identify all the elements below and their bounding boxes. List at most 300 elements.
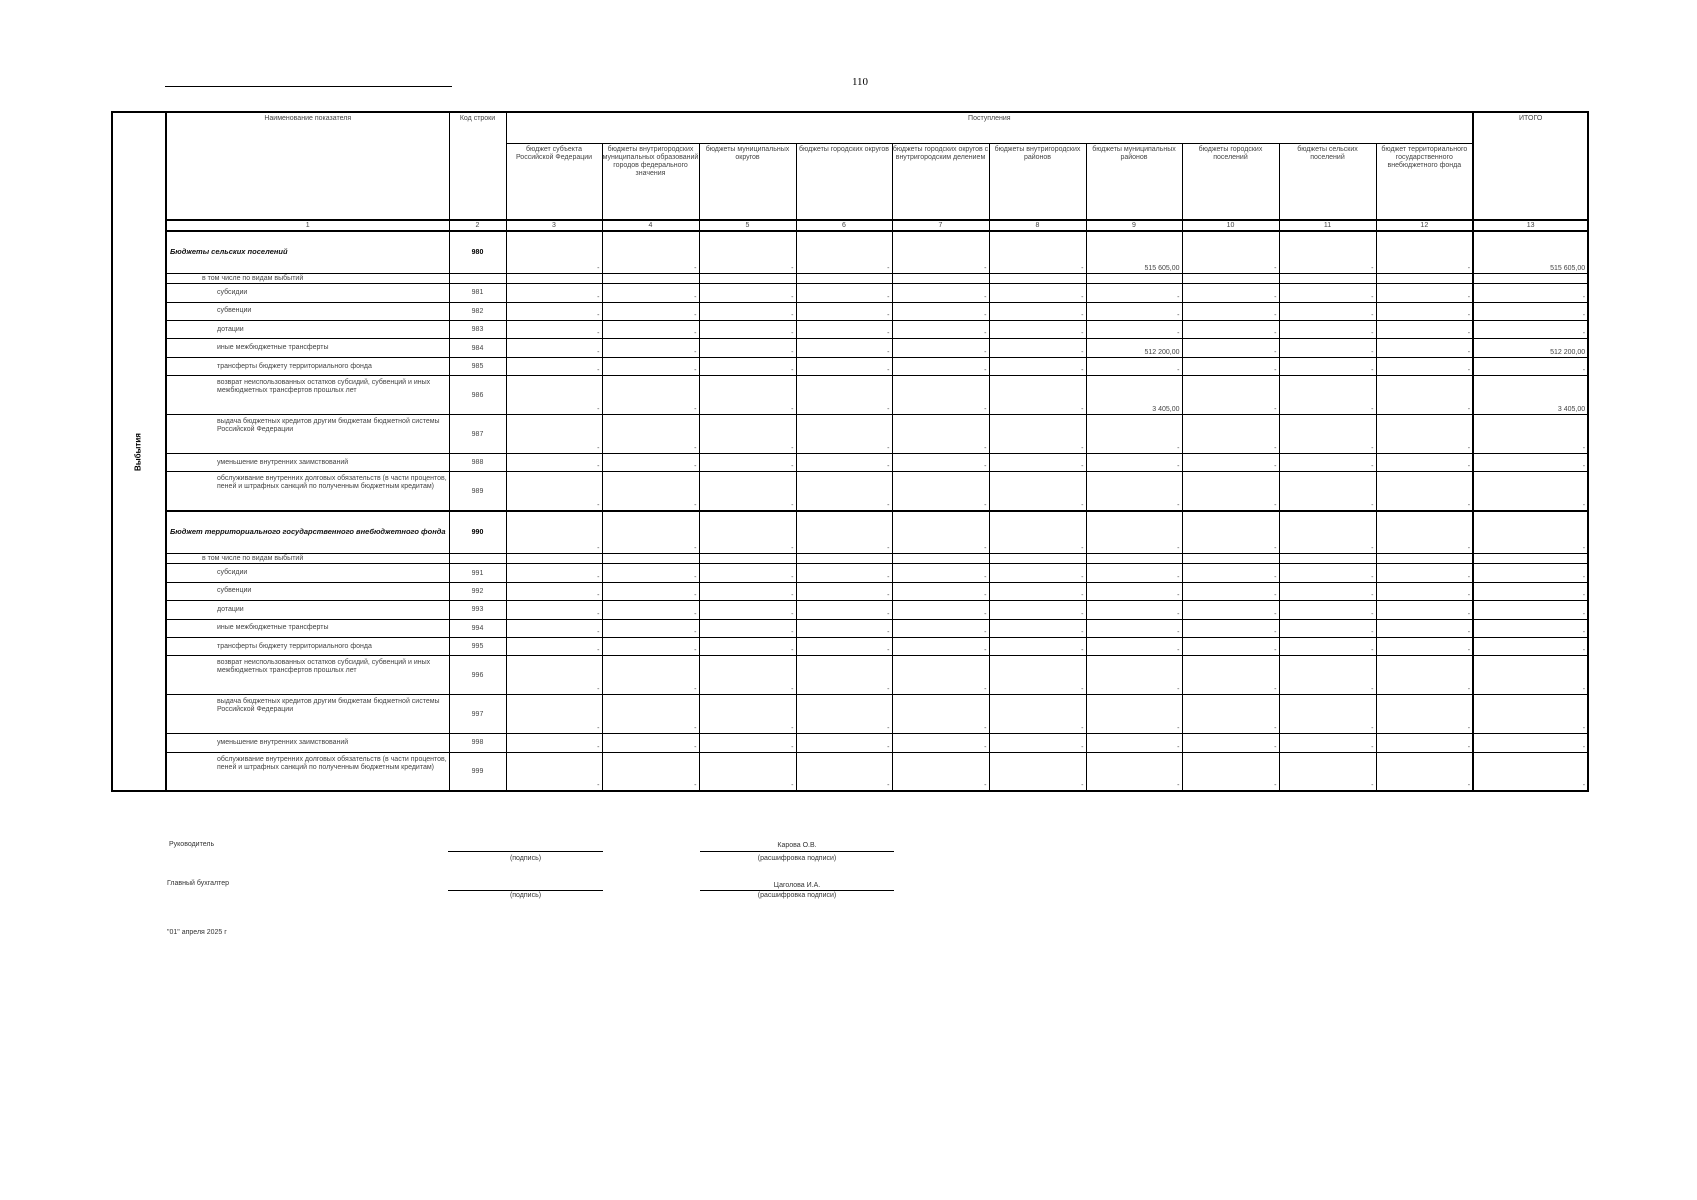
- row-code: 981: [449, 284, 506, 302]
- table-row: [166, 302, 1588, 320]
- row-name: субвенции: [166, 582, 449, 600]
- value-cell: -: [1182, 376, 1279, 415]
- value-cell: -: [989, 752, 1086, 791]
- table-row: [166, 619, 1588, 637]
- table-row: [166, 695, 1588, 734]
- table-row: [166, 321, 1588, 339]
- total-cell: -: [1473, 564, 1588, 582]
- column-number: 7: [892, 220, 989, 230]
- value-cell: -: [1086, 564, 1182, 582]
- total-cell: -: [1473, 511, 1588, 554]
- value-cell: -: [699, 302, 796, 320]
- value-cell: -: [989, 339, 1086, 357]
- value-cell: -: [989, 302, 1086, 320]
- value-cell: -: [892, 752, 989, 791]
- value-cell: -: [699, 284, 796, 302]
- header-budget-column: бюджеты муниципальных округов: [699, 144, 796, 221]
- header-budget-column: бюджет территориального государственного внебюджетного фонда: [1376, 144, 1473, 221]
- value-cell: -: [506, 734, 602, 752]
- outflows-table: [165, 111, 1589, 792]
- value-cell: -: [1279, 321, 1376, 339]
- value-cell: -: [1182, 284, 1279, 302]
- accountant-name-caption: (расшифровка подписи): [757, 892, 837, 899]
- value-cell: -: [1086, 582, 1182, 600]
- total-cell: 515 605,00: [1473, 231, 1588, 274]
- value-cell: -: [506, 339, 602, 357]
- value-cell: -: [1279, 734, 1376, 752]
- value-cell: -: [1182, 415, 1279, 454]
- value-cell: -: [1279, 415, 1376, 454]
- header-rule: [165, 86, 452, 87]
- value-cell: -: [1279, 339, 1376, 357]
- row-code: [449, 554, 506, 564]
- table-row: [166, 601, 1588, 619]
- value-cell: -: [602, 376, 699, 415]
- total-cell: -: [1473, 357, 1588, 375]
- value-cell: -: [1182, 357, 1279, 375]
- value-cell: -: [506, 453, 602, 471]
- value-cell: -: [1086, 638, 1182, 656]
- header-budget-column: бюджет субъекта Российской Федерации: [506, 144, 602, 221]
- row-code: 983: [449, 321, 506, 339]
- value-cell: -: [1182, 752, 1279, 791]
- table-row: [166, 564, 1588, 582]
- value-cell: -: [602, 357, 699, 375]
- value-cell: -: [602, 453, 699, 471]
- value-cell: -: [796, 695, 892, 734]
- value-cell: -: [602, 511, 699, 554]
- value-cell: -: [989, 582, 1086, 600]
- value-cell: [506, 274, 602, 284]
- value-cell: -: [796, 357, 892, 375]
- row-name: уменьшение внутренних заимствований: [166, 734, 449, 752]
- head-name-caption: (расшифровка подписи): [757, 855, 837, 862]
- row-name: Бюджеты сельских поселений: [166, 231, 449, 274]
- value-cell: -: [892, 376, 989, 415]
- value-cell: -: [892, 734, 989, 752]
- table-row: [166, 582, 1588, 600]
- row-code: 991: [449, 564, 506, 582]
- value-cell: -: [602, 284, 699, 302]
- value-cell: -: [989, 321, 1086, 339]
- value-cell: -: [1086, 601, 1182, 619]
- value-cell: -: [506, 376, 602, 415]
- value-cell: -: [1086, 656, 1182, 695]
- row-name: уменьшение внутренних заимствований: [166, 453, 449, 471]
- value-cell: -: [602, 601, 699, 619]
- value-cell: -: [1182, 734, 1279, 752]
- value-cell: -: [602, 321, 699, 339]
- row-name: обслуживание внутренних долговых обязательств (в части процентов, пеней и штрафных санкций по полученным бюджетным кредитам): [166, 472, 449, 511]
- row-name: возврат неиспользованных остатков субсидий, субвенций и иных межбюджетных трансфертов прошлых лет: [166, 376, 449, 415]
- value-cell: -: [892, 472, 989, 511]
- section-row: [166, 511, 1588, 554]
- table-row: [166, 453, 1588, 471]
- value-cell: -: [506, 582, 602, 600]
- table-row: [166, 638, 1588, 656]
- value-cell: -: [699, 695, 796, 734]
- value-cell: [1279, 554, 1376, 564]
- header-budget-column: бюджеты городских округов с внутригородским делением: [892, 144, 989, 221]
- value-cell: -: [602, 734, 699, 752]
- column-number: 9: [1086, 220, 1182, 230]
- value-cell: -: [1086, 734, 1182, 752]
- value-cell: -: [796, 321, 892, 339]
- accountant-name: Цаголова И.А.: [773, 882, 821, 889]
- value-cell: -: [699, 619, 796, 637]
- value-cell: -: [892, 564, 989, 582]
- value-cell: -: [1182, 582, 1279, 600]
- value-cell: -: [1182, 339, 1279, 357]
- header-budget-column: бюджеты муниципальных районов: [1086, 144, 1182, 221]
- value-cell: -: [1376, 453, 1473, 471]
- row-name: субсидии: [166, 284, 449, 302]
- column-number: 13: [1473, 220, 1588, 230]
- value-cell: [602, 274, 699, 284]
- value-cell: -: [602, 231, 699, 274]
- section-label: Выбытия: [133, 433, 143, 471]
- value-cell: -: [1086, 619, 1182, 637]
- value-cell: -: [796, 453, 892, 471]
- value-cell: -: [989, 638, 1086, 656]
- value-cell: -: [1182, 302, 1279, 320]
- value-cell: -: [602, 752, 699, 791]
- column-number: 12: [1376, 220, 1473, 230]
- value-cell: -: [892, 339, 989, 357]
- total-cell: -: [1473, 453, 1588, 471]
- value-cell: -: [1086, 453, 1182, 471]
- value-cell: -: [1376, 231, 1473, 274]
- row-name: субсидии: [166, 564, 449, 582]
- header-budget-column: бюджеты внутригородских муниципальных образований городов федерального значения: [602, 144, 699, 221]
- total-cell: -: [1473, 415, 1588, 454]
- value-cell: [699, 554, 796, 564]
- value-cell: -: [506, 321, 602, 339]
- value-cell: -: [1086, 472, 1182, 511]
- row-name: в том числе по видам выбытий: [166, 554, 449, 564]
- value-cell: -: [1182, 564, 1279, 582]
- value-cell: -: [699, 564, 796, 582]
- value-cell: -: [1182, 321, 1279, 339]
- total-cell: -: [1473, 321, 1588, 339]
- value-cell: -: [989, 564, 1086, 582]
- value-cell: -: [602, 415, 699, 454]
- value-cell: -: [989, 472, 1086, 511]
- value-cell: -: [506, 619, 602, 637]
- value-cell: -: [699, 453, 796, 471]
- value-cell: -: [1182, 511, 1279, 554]
- total-cell: -: [1473, 582, 1588, 600]
- value-cell: -: [1376, 376, 1473, 415]
- value-cell: -: [602, 339, 699, 357]
- head-signature-caption: (подпись): [509, 855, 542, 862]
- value-cell: [1182, 274, 1279, 284]
- value-cell: -: [796, 284, 892, 302]
- header-budget-column: бюджеты городских округов: [796, 144, 892, 221]
- row-name: дотации: [166, 321, 449, 339]
- row-name: субвенции: [166, 302, 449, 320]
- value-cell: -: [1376, 564, 1473, 582]
- value-cell: -: [1086, 302, 1182, 320]
- column-number: 2: [449, 220, 506, 230]
- value-cell: -: [1376, 656, 1473, 695]
- total-cell: -: [1473, 284, 1588, 302]
- value-cell: -: [1279, 284, 1376, 302]
- value-cell: -: [1279, 376, 1376, 415]
- value-cell: -: [989, 453, 1086, 471]
- value-cell: -: [892, 321, 989, 339]
- value-cell: -: [1279, 656, 1376, 695]
- value-cell: -: [1182, 472, 1279, 511]
- value-cell: -: [989, 376, 1086, 415]
- value-cell: -: [1376, 638, 1473, 656]
- row-code: 990: [449, 511, 506, 554]
- value-cell: [989, 554, 1086, 564]
- value-cell: -: [506, 511, 602, 554]
- value-cell: -: [1376, 582, 1473, 600]
- value-cell: [1086, 554, 1182, 564]
- value-cell: -: [699, 752, 796, 791]
- value-cell: [506, 554, 602, 564]
- table-row: [166, 472, 1588, 511]
- value-cell: -: [1182, 231, 1279, 274]
- value-cell: -: [506, 564, 602, 582]
- table-row: [166, 376, 1588, 415]
- value-cell: -: [892, 415, 989, 454]
- value-cell: [699, 274, 796, 284]
- column-number: 8: [989, 220, 1086, 230]
- value-cell: -: [1376, 472, 1473, 511]
- value-cell: -: [892, 656, 989, 695]
- value-cell: -: [1376, 619, 1473, 637]
- header-receipts: Поступления: [506, 112, 1473, 144]
- value-cell: -: [892, 619, 989, 637]
- row-code: 984: [449, 339, 506, 357]
- value-cell: -: [506, 357, 602, 375]
- table-row: [166, 752, 1588, 791]
- value-cell: [796, 274, 892, 284]
- value-cell: -: [506, 472, 602, 511]
- value-cell: -: [1279, 601, 1376, 619]
- value-cell: -: [699, 339, 796, 357]
- value-cell: [1376, 554, 1473, 564]
- accountant-signature-line: [448, 890, 603, 891]
- value-cell: -: [602, 472, 699, 511]
- value-cell: -: [796, 656, 892, 695]
- value-cell: -: [699, 656, 796, 695]
- row-name: выдача бюджетных кредитов другим бюджетам бюджетной системы Российской Федерации: [166, 695, 449, 734]
- head-name: Карова О.В.: [777, 842, 817, 849]
- value-cell: [892, 274, 989, 284]
- total-cell: -: [1473, 752, 1588, 791]
- value-cell: -: [506, 415, 602, 454]
- value-cell: -: [1279, 582, 1376, 600]
- value-cell: -: [796, 339, 892, 357]
- value-cell: -: [1086, 284, 1182, 302]
- head-label: Руководитель: [169, 841, 215, 848]
- table-row: [166, 734, 1588, 752]
- value-cell: -: [796, 564, 892, 582]
- total-cell: -: [1473, 695, 1588, 734]
- table-row: [166, 415, 1588, 454]
- value-cell: -: [892, 601, 989, 619]
- value-cell: -: [1279, 752, 1376, 791]
- value-cell: -: [506, 601, 602, 619]
- value-cell: -: [1376, 752, 1473, 791]
- row-code: 986: [449, 376, 506, 415]
- value-cell: -: [989, 695, 1086, 734]
- value-cell: [892, 554, 989, 564]
- total-cell: 3 405,00: [1473, 376, 1588, 415]
- row-code: 996: [449, 656, 506, 695]
- value-cell: -: [796, 415, 892, 454]
- accountant-label: Главный бухгалтер: [167, 880, 229, 887]
- total-cell: -: [1473, 619, 1588, 637]
- total-cell: -: [1473, 638, 1588, 656]
- value-cell: -: [1376, 284, 1473, 302]
- value-cell: -: [1376, 601, 1473, 619]
- value-cell: -: [892, 357, 989, 375]
- value-cell: -: [1182, 695, 1279, 734]
- header-budget-column: бюджеты сельских поселений: [1279, 144, 1376, 221]
- value-cell: -: [602, 695, 699, 734]
- value-cell: [1086, 274, 1182, 284]
- value-cell: -: [1279, 472, 1376, 511]
- total-cell: -: [1473, 601, 1588, 619]
- row-code: 989: [449, 472, 506, 511]
- section-row: [166, 231, 1588, 274]
- value-cell: -: [1376, 357, 1473, 375]
- value-cell: -: [699, 638, 796, 656]
- value-cell: 515 605,00: [1086, 231, 1182, 274]
- value-cell: -: [796, 376, 892, 415]
- value-cell: [1279, 274, 1376, 284]
- row-name: Бюджет территориального государственного внебюджетного фонда: [166, 511, 449, 554]
- report-date: "01" апреля 2025 г: [167, 929, 227, 936]
- row-code: 998: [449, 734, 506, 752]
- column-number: 5: [699, 220, 796, 230]
- value-cell: -: [699, 357, 796, 375]
- value-cell: -: [699, 582, 796, 600]
- header-total: ИТОГО: [1473, 112, 1588, 220]
- value-cell: -: [1376, 511, 1473, 554]
- value-cell: -: [1376, 734, 1473, 752]
- value-cell: -: [1086, 511, 1182, 554]
- value-cell: -: [796, 302, 892, 320]
- table-row: [166, 284, 1588, 302]
- header-code: Код строки: [449, 112, 506, 220]
- value-cell: -: [699, 321, 796, 339]
- value-cell: -: [1182, 619, 1279, 637]
- row-name: трансферты бюджету территориального фонда: [166, 357, 449, 375]
- table-row: [166, 339, 1588, 357]
- value-cell: -: [892, 511, 989, 554]
- table-row: [166, 357, 1588, 375]
- total-cell: [1473, 554, 1588, 564]
- row-code: 994: [449, 619, 506, 637]
- value-cell: -: [989, 415, 1086, 454]
- value-cell: -: [796, 601, 892, 619]
- value-cell: [1182, 554, 1279, 564]
- row-code: 995: [449, 638, 506, 656]
- table-row: [166, 274, 1588, 284]
- value-cell: -: [506, 695, 602, 734]
- row-name: иные межбюджетные трансферты: [166, 619, 449, 637]
- value-cell: -: [1086, 752, 1182, 791]
- row-code: 992: [449, 582, 506, 600]
- total-cell: -: [1473, 472, 1588, 511]
- value-cell: -: [892, 582, 989, 600]
- value-cell: -: [1279, 695, 1376, 734]
- value-cell: -: [1182, 601, 1279, 619]
- value-cell: -: [989, 734, 1086, 752]
- value-cell: -: [506, 284, 602, 302]
- value-cell: -: [1086, 321, 1182, 339]
- row-code: 987: [449, 415, 506, 454]
- value-cell: -: [1182, 638, 1279, 656]
- row-code: 980: [449, 231, 506, 274]
- value-cell: [602, 554, 699, 564]
- value-cell: -: [989, 511, 1086, 554]
- value-cell: -: [1182, 656, 1279, 695]
- header-budget-column: бюджеты внутригородских районов: [989, 144, 1086, 221]
- value-cell: -: [892, 695, 989, 734]
- value-cell: -: [892, 638, 989, 656]
- value-cell: -: [1279, 357, 1376, 375]
- value-cell: -: [1279, 511, 1376, 554]
- row-name: выдача бюджетных кредитов другим бюджетам бюджетной системы Российской Федерации: [166, 415, 449, 454]
- row-code: 985: [449, 357, 506, 375]
- value-cell: -: [602, 564, 699, 582]
- head-name-line: [700, 851, 894, 852]
- value-cell: -: [1086, 695, 1182, 734]
- value-cell: -: [1376, 302, 1473, 320]
- value-cell: -: [989, 619, 1086, 637]
- value-cell: -: [989, 601, 1086, 619]
- value-cell: -: [1279, 453, 1376, 471]
- value-cell: -: [989, 231, 1086, 274]
- value-cell: -: [796, 619, 892, 637]
- value-cell: -: [989, 284, 1086, 302]
- value-cell: -: [796, 638, 892, 656]
- total-cell: -: [1473, 734, 1588, 752]
- value-cell: -: [506, 302, 602, 320]
- value-cell: -: [506, 752, 602, 791]
- value-cell: -: [699, 415, 796, 454]
- column-number: 1: [166, 220, 449, 230]
- row-name: иные межбюджетные трансферты: [166, 339, 449, 357]
- value-cell: -: [892, 453, 989, 471]
- value-cell: -: [1086, 357, 1182, 375]
- value-cell: -: [796, 231, 892, 274]
- value-cell: -: [796, 752, 892, 791]
- row-code: 982: [449, 302, 506, 320]
- row-code: 993: [449, 601, 506, 619]
- page-number: 110: [851, 76, 869, 88]
- total-cell: [1473, 274, 1588, 284]
- value-cell: [989, 274, 1086, 284]
- row-name: трансферты бюджету территориального фонда: [166, 638, 449, 656]
- value-cell: -: [699, 734, 796, 752]
- row-code: 997: [449, 695, 506, 734]
- row-name: в том числе по видам выбытий: [166, 274, 449, 284]
- value-cell: -: [892, 302, 989, 320]
- value-cell: -: [796, 734, 892, 752]
- value-cell: -: [796, 472, 892, 511]
- row-name: дотации: [166, 601, 449, 619]
- table-row: [166, 656, 1588, 695]
- column-number: 4: [602, 220, 699, 230]
